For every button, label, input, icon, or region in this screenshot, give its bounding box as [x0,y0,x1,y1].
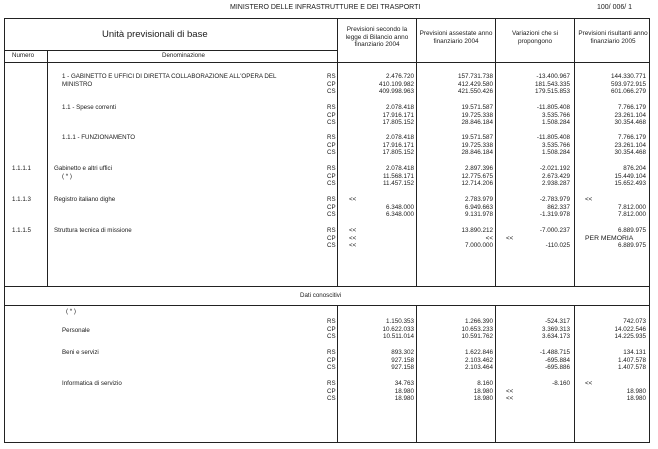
row-type-label: RS [327,349,336,356]
table-cell: 2.673.429 [541,172,570,180]
table-cell: 179.515.853 [534,88,570,95]
table-cell: 2.897.396 [464,165,493,172]
table-cell: 893.302 [391,349,414,356]
row-denomination: 1.1.1 - FUNZIONAMENTO [62,134,136,141]
table-cell: 1.407.578 [617,356,646,364]
row-number: 1.1.1.1 [12,165,31,172]
col-rule-2b [416,305,417,443]
table-cell: 409.998.963 [378,88,414,95]
table-cell: 15.652.493 [614,180,646,187]
row-type-label: CP [327,111,336,119]
row-type-label: RS [327,380,336,387]
row-type-label: RS [327,165,336,172]
row-denomination: Informatica di servizio [62,380,122,387]
table-cell: 144.330.771 [610,73,646,80]
table-cell: 28.846.184 [461,149,493,156]
table-cell: 18.980 [473,387,493,395]
row-type-label: CS [327,242,336,249]
row-type-label: CP [327,356,336,364]
row-number: 1.1.1.5 [12,227,31,234]
table-cell: << [585,380,593,387]
table-cell: 742.073 [623,318,646,325]
col-header-prev-assestate: Previsioni assestate anno finanziario 2004 [419,30,493,45]
table-cell: 1.266.390 [464,318,493,325]
table-cell: 34.763 [394,380,414,387]
col-rule-3b [495,305,496,443]
table-cell: 14.022.546 [614,325,646,333]
col-header-prev-bilancio: Previsioni secondo la legge di Bilancio anno finanziario 2004 [345,26,409,49]
table-cell: 30.354.468 [614,149,646,156]
dati-bottom-rule [4,305,650,306]
table-cell: 18.980 [394,387,414,395]
table-cell: 2.103.462 [464,356,493,364]
table-cell: 593.972.915 [610,80,646,88]
table-cell: 2.476.720 [385,73,414,80]
table-cell: << [349,242,357,249]
table-cell: 11.568.171 [382,172,414,180]
table-cell: -695.886 [545,364,570,371]
row-type-label: CS [327,395,336,402]
table-cell: << [349,227,357,234]
table-cell: 12.714.206 [461,180,493,187]
table-cell: -11.805.408 [536,104,570,111]
table-cell: << [506,387,514,395]
row-type-label: CP [327,172,336,180]
table-cell: 28.846.184 [461,119,493,126]
row-type-label: RS [327,318,336,325]
col-rule-2 [416,18,417,286]
col-rule-3 [495,18,496,286]
table-cell: << [506,234,514,242]
table-cell: -13.400.967 [536,73,570,80]
row-type-label: CP [327,203,336,211]
table-cell: 17.916.171 [382,111,414,119]
header-inner-rule [4,50,337,51]
col-header-prev-risultanti: Previsioni risultanti anno finanziario 2005 [578,30,648,45]
table-cell: -524.317 [545,318,570,325]
col-rule-1 [337,18,338,286]
table-cell: 927.158 [391,356,414,364]
table-cell: << [349,234,357,242]
row-denomination: Registro italiano dighe [54,196,116,203]
table-cell: 421.550.426 [457,88,493,95]
table-cell: 1.150.353 [385,318,414,325]
col-header-variazioni: Variazioni che si propongono [511,30,559,45]
table-cell: 601.066.279 [610,88,646,95]
table-cell: 2.078.418 [385,134,414,141]
row-number: 1.1.1.3 [12,196,31,203]
ministry-header: MINISTERO DELLE INFRASTRUTTURE E DEI TRASPORTI [230,4,421,11]
table-cell: 19.725.338 [461,111,493,119]
table-cell: 3.369.313 [541,325,570,333]
table-cell: 10.622.033 [382,325,414,333]
table-cell: 18.980 [626,395,646,402]
row-type-label: CP [327,387,336,395]
row-type-label: RS [327,196,336,203]
page-reference: 100/ 006/ 1 [597,4,633,11]
table-cell: 2.078.418 [385,165,414,172]
table-cell: 11.457.152 [382,180,414,187]
table-cell: 6.949.663 [464,203,493,211]
numero-col-rule [47,50,48,286]
row-type-label: RS [327,134,336,141]
row-type-label: CP [327,234,336,242]
table-cell: << [506,395,514,402]
col-rule-4 [574,18,575,286]
row-type-label: CS [327,88,336,95]
table-cell: 18.980 [394,395,414,402]
row-type-label: CS [327,211,336,218]
table-cell: 14.225.935 [614,333,646,340]
table-cell: 1.622.846 [464,349,493,356]
table-cell: -110.025 [545,242,570,249]
table-cell: 17.916.171 [382,141,414,149]
table-cell: 7.766.179 [617,134,646,141]
row-denomination: 1 - GABINETTO E UFFICI DI DIRETTA COLLABORAZIONE ALL'OPERA DEL [62,73,277,80]
row-type-label: CS [327,180,336,187]
table-cell: 8.160 [477,380,493,387]
table-cell: 6.889.975 [617,242,646,249]
table-cell: 2.938.287 [541,180,570,187]
table-cell: 13.890.212 [461,227,493,234]
table-cell: 10.591.762 [461,333,493,340]
table-cell: << [349,196,357,203]
table-cell: 2.078.418 [385,104,414,111]
table-cell: 927.158 [391,364,414,371]
table-cell: -8.160 [552,380,570,387]
header-bottom-rule [4,62,650,63]
row-type-label: RS [327,227,336,234]
table-cell: 30.354.468 [614,119,646,126]
table-cell: 18.980 [626,387,646,395]
table-cell: 3.634.173 [541,333,570,340]
table-cell: 7.812.000 [617,203,646,211]
table-cell: << [485,234,493,242]
row-type-label: CP [327,325,336,333]
table-cell: -7.000.237 [539,227,570,234]
table-cell: 2.783.979 [464,196,493,203]
table-cell: 7.812.000 [617,211,646,218]
table-cell: 15.449.104 [614,172,646,180]
table-cell: 19.725.338 [461,141,493,149]
table-cell: 10.511.014 [382,333,414,340]
table-cell: 410.109.982 [378,80,414,88]
row-denomination: Personale [62,327,90,334]
table-title: Unità previsionali di base [102,29,208,40]
table-cell: -1.319.978 [539,211,570,218]
table-cell: -11.805.408 [536,134,570,141]
table-cell: -1.488.715 [539,349,570,356]
row-type-label: CS [327,149,336,156]
table-cell: 9.131.978 [464,211,493,218]
table-cell: 1.508.284 [541,119,570,126]
row-type-label: CP [327,80,336,88]
table-cell: 19.571.587 [461,104,493,111]
table-cell: 6.348.000 [385,211,414,218]
table-cell: 1.508.284 [541,149,570,156]
col-rule-1b [337,305,338,443]
table-cell: 6.889.975 [617,227,646,234]
col-rule-4b [574,305,575,443]
dati-top-rule [4,286,650,287]
row-type-label: CP [327,141,336,149]
row-denomination: MINISTRO [62,80,93,88]
table-cell: 1.407.578 [617,364,646,371]
table-cell: 876.204 [623,165,646,172]
col-header-denominazione: Denominazione [162,52,205,59]
table-cell: 157.731.738 [457,73,493,80]
row-denomination: Beni e servizi [62,349,99,356]
table-cell: 23.261.104 [614,111,646,119]
table-cell: 2.103.464 [464,364,493,371]
table-cell: -2.021.192 [539,165,570,172]
table-cell: 10.653.233 [461,325,493,333]
col-header-numero: Numero [12,52,35,59]
row-denomination: 1.1 - Spese correnti [62,104,116,111]
table-cell: 12.775.675 [461,172,493,180]
row-type-label: CS [327,364,336,371]
row-type-label: RS [327,73,336,80]
table-cell: -2.783.979 [539,196,570,203]
row-type-label: RS [327,104,336,111]
table-cell: 134.131 [623,349,646,356]
table-cell: 412.429.580 [457,80,493,88]
table-cell: 17.805.152 [382,149,414,156]
table-cell: 18.980 [473,395,493,402]
table-cell: 3.535.766 [541,141,570,149]
table-cell: 3.535.766 [541,111,570,119]
dati-conoscitivi-label: Dati conoscitivi [300,292,342,299]
table-cell: 7.766.179 [617,104,646,111]
row-type-label: CS [327,119,336,126]
row-denomination: ( * ) [62,172,72,180]
row-denomination: ( * ) [66,308,76,315]
table-cell: 17.805.152 [382,119,414,126]
row-denomination: Gabinetto e altri uffici [54,165,113,172]
table-cell: << [585,196,593,203]
table-cell: 181.543.335 [534,80,570,88]
table-cell: PER MEMORIA [585,234,634,242]
table-cell: -695.884 [545,356,570,364]
table-cell: 19.571.587 [461,134,493,141]
row-denomination: Struttura tecnica di missione [54,227,132,234]
table-cell: 7.000.000 [464,242,493,249]
table-cell: 862.337 [547,203,570,211]
table-cell: 6.348.000 [385,203,414,211]
table-cell: 23.261.104 [614,141,646,149]
row-type-label: CS [327,333,336,340]
